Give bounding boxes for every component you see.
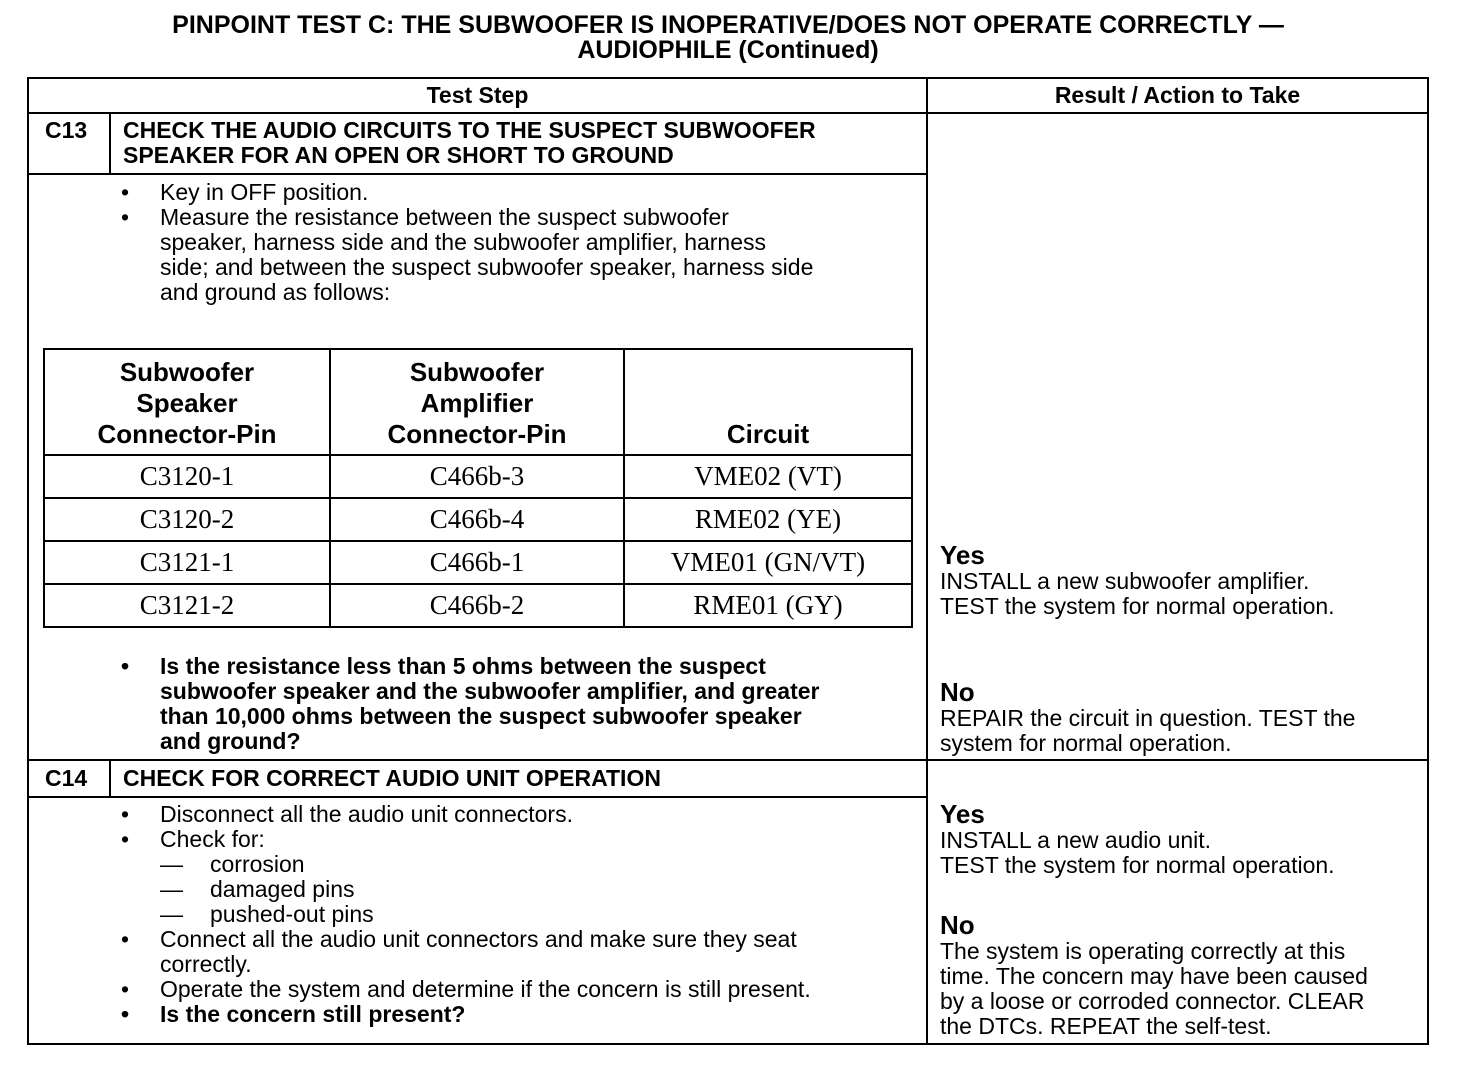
page-title	[0, 13, 1456, 63]
c14-bullet-4	[117, 977, 811, 1002]
connector-table-header-row	[44, 349, 912, 455]
col-amplifier-connector-pin	[330, 349, 624, 455]
col-speaker-connector-pin	[44, 349, 330, 455]
table-row	[44, 498, 912, 541]
col-header-line: Amplifier	[420, 388, 534, 418]
circuit-cell: RME02 (YE)	[624, 498, 912, 541]
c14-check-item: — damaged pins	[160, 877, 811, 902]
col-header-line: Circuit	[726, 419, 810, 449]
c14-bullet-4-text: • Operate the system and determine if the concern is still present.	[160, 976, 811, 1002]
c13-question	[117, 654, 820, 754]
c14-yes-line-2: TEST the system for normal operation.	[940, 852, 1335, 878]
amplifier-pin-cell: C466b-4	[330, 498, 624, 541]
table-row	[44, 584, 912, 627]
c13-instructions	[117, 180, 813, 305]
c14-id-divider	[109, 759, 111, 797]
col-header-line: Connector-Pin	[97, 419, 277, 449]
circuit-cell: VME01 (GN/VT)	[624, 541, 912, 584]
c14-question-text: • Is the concern still present?	[160, 1001, 466, 1027]
c13-yes-line-1: INSTALL a new subwoofer amplifier.	[940, 568, 1310, 594]
c14-yes-result	[940, 800, 1420, 878]
c14-question-bullet	[117, 1002, 811, 1027]
c13-no-result	[940, 678, 1420, 756]
c13-bullet-1	[117, 180, 813, 205]
amplifier-pin-cell: C466b-3	[330, 455, 624, 498]
c14-check-list	[160, 852, 811, 927]
speaker-pin-cell: C3120-2	[44, 498, 330, 541]
c13-bullet-2-line-3: side; and between the suspect subwoofer speaker, harness side	[160, 254, 814, 280]
c13-question-line-3: than 10,000 ohms between the suspect subwoofer speaker	[160, 703, 802, 729]
table-row	[44, 455, 912, 498]
amplifier-pin-cell: C466b-1	[330, 541, 624, 584]
c14-instructions	[117, 802, 811, 1027]
c13-title-line-1: CHECK THE AUDIO CIRCUITS TO THE SUSPECT SUBWOOFER	[123, 117, 816, 143]
c14-bullet-2-text: • Check for:	[160, 826, 265, 852]
c13-no-line-2: system for normal operation.	[940, 730, 1232, 756]
speaker-pin-cell: C3121-1	[44, 541, 330, 584]
c14-no-line-4: the DTCs. REPEAT the self-test.	[940, 1013, 1272, 1039]
c14-check-item: — pushed-out pins	[160, 902, 811, 927]
c13-bullet-2-line-1: • Measure the resistance between the suspect subwoofer	[160, 204, 729, 230]
title-line-2: AUDIOPHILE (Continued)	[577, 36, 879, 64]
c14-yes-line-1: INSTALL a new audio unit.	[940, 827, 1212, 853]
c14-step-title: CHECK FOR CORRECT AUDIO UNIT OPERATION	[123, 765, 661, 791]
step-divider	[27, 759, 1429, 761]
c13-question-line-4: and ground?	[160, 728, 301, 754]
c14-bullet-2	[117, 827, 811, 927]
c14-title-divider	[27, 796, 927, 798]
col-header-line: Speaker	[136, 388, 238, 418]
c14-no-label: No	[940, 910, 975, 940]
col-header-line: Connector-Pin	[387, 419, 567, 449]
header-test-step: Test Step	[426, 82, 529, 108]
title-line-1: PINPOINT TEST C: THE SUBWOOFER IS INOPERATIVE/DOES NOT OPERATE CORRECTLY —	[172, 11, 1284, 39]
col-header-line: Subwoofer	[119, 357, 255, 387]
c13-step-id: C13	[45, 117, 88, 143]
c14-bullet-1	[117, 802, 811, 827]
col-header-line: Subwoofer	[409, 357, 545, 387]
c14-yes-label: Yes	[940, 799, 985, 829]
c14-bullet-1-text: • Disconnect all the audio unit connectors.	[160, 801, 573, 827]
c13-id-divider	[109, 112, 111, 174]
circuit-cell: RME01 (GY)	[624, 584, 912, 627]
c13-no-label: No	[940, 677, 975, 707]
c14-bullet-3-line-2: correctly.	[160, 951, 252, 977]
c14-bullet-3	[117, 927, 811, 977]
c13-yes-label: Yes	[940, 540, 985, 570]
c13-title-line-2: SPEAKER FOR AN OPEN OR SHORT TO GROUND	[123, 142, 674, 168]
c14-step-id: C14	[45, 765, 88, 791]
header-divider	[27, 112, 1429, 114]
c13-bullet-2-line-2: speaker, harness side and the subwoofer amplifier, harness	[160, 229, 767, 255]
speaker-pin-cell: C3121-2	[44, 584, 330, 627]
col-circuit	[624, 349, 912, 455]
c14-no-line-2: time. The concern may have been caused	[940, 963, 1368, 989]
c13-question-bullet	[117, 654, 820, 754]
c13-bullet-2	[117, 205, 813, 305]
connector-pin-table	[43, 348, 913, 628]
c13-yes-result	[940, 541, 1420, 619]
c14-bullet-3-line-1: • Connect all the audio unit connectors and make sure they seat	[160, 926, 797, 952]
column-divider	[926, 77, 928, 1045]
c13-bullet-1-line-1: • Key in OFF position.	[160, 179, 369, 205]
c13-question-line-1: • Is the resistance less than 5 ohms between the suspect	[160, 653, 766, 679]
speaker-pin-cell: C3120-1	[44, 455, 330, 498]
table-row	[44, 541, 912, 584]
header-result-action: Result / Action to Take	[1054, 82, 1301, 108]
c14-check-item: — corrosion	[160, 852, 811, 877]
c14-no-result	[940, 911, 1420, 1039]
c13-question-line-2: subwoofer speaker and the subwoofer amplifier, and greater	[160, 678, 820, 704]
c13-title-divider	[27, 173, 927, 175]
c13-no-line-1: REPAIR the circuit in question. TEST the	[940, 705, 1356, 731]
c13-yes-line-2: TEST the system for normal operation.	[940, 593, 1335, 619]
circuit-cell: VME02 (VT)	[624, 455, 912, 498]
amplifier-pin-cell: C466b-2	[330, 584, 624, 627]
c13-bullet-2-line-4: and ground as follows:	[160, 279, 391, 305]
c14-no-line-1: The system is operating correctly at this	[940, 938, 1346, 964]
c13-step-title	[123, 118, 816, 168]
c14-no-line-3: by a loose or corroded connector. CLEAR	[940, 988, 1365, 1014]
